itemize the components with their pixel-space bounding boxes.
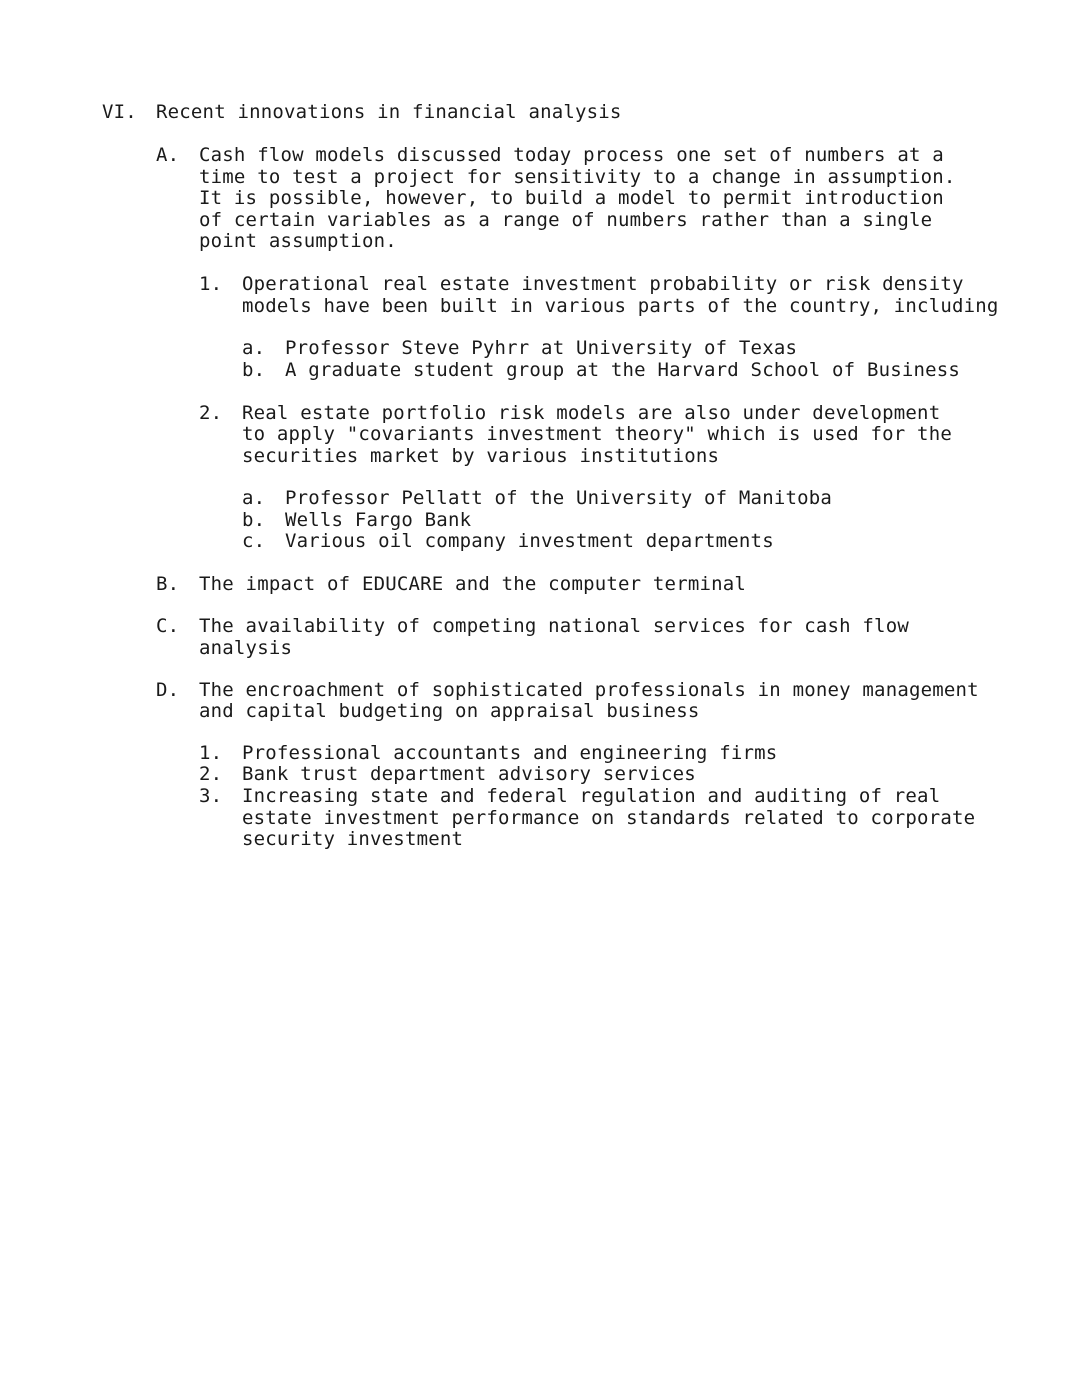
item-a1b-text: A graduate student group at the Harvard School of Business bbox=[285, 359, 961, 381]
section-title: Recent innovations in financial analysis bbox=[156, 101, 622, 123]
item-a2-line: Real estate portfolio risk models are also under development bbox=[242, 402, 941, 424]
item-d-line: and capital budgeting on appraisal business bbox=[199, 700, 700, 722]
item-a2b-label: b. bbox=[242, 509, 266, 531]
item-a1-label: 1. bbox=[199, 273, 223, 295]
item-a1b-label: b. bbox=[242, 359, 266, 381]
item-a2b-text: Wells Fargo Bank bbox=[285, 509, 472, 531]
item-d2-line: Bank trust department advisory services bbox=[242, 763, 696, 785]
item-d-label: D. bbox=[156, 679, 180, 701]
item-d3-line: estate investment performance on standards related to corporate bbox=[242, 807, 976, 829]
item-b-line: The impact of EDUCARE and the computer terminal bbox=[199, 573, 747, 595]
item-a-line: point assumption. bbox=[199, 230, 397, 252]
item-d-line: The encroachment of sophisticated professionals in money management bbox=[199, 679, 979, 701]
item-b-label: B. bbox=[156, 573, 180, 595]
item-a1-line: Operational real estate investment probability or risk density bbox=[242, 273, 964, 295]
item-a2a-text: Professor Pellatt of the University of Manitoba bbox=[285, 487, 833, 509]
item-a1a-label: a. bbox=[242, 337, 266, 359]
item-a1-line: models have been built in various parts of the country, including bbox=[242, 295, 999, 317]
item-a2a-label: a. bbox=[242, 487, 266, 509]
item-d3-label: 3. bbox=[199, 785, 223, 807]
item-a1a-text: Professor Steve Pyhrr at University of Texas bbox=[285, 337, 798, 359]
section-numeral: VI. bbox=[102, 101, 137, 123]
item-c-line: analysis bbox=[199, 637, 293, 659]
item-a-line: of certain variables as a range of numbers rather than a single bbox=[199, 209, 933, 231]
item-c-line: The availability of competing national services for cash flow bbox=[199, 615, 909, 637]
item-c-label: C. bbox=[156, 615, 180, 637]
item-d1-label: 1. bbox=[199, 742, 223, 764]
item-a2-line: to apply "covariants investment theory" which is used for the bbox=[242, 423, 952, 445]
item-a-line: time to test a project for sensitivity to a change in assumption. bbox=[199, 166, 956, 188]
item-a-label: A. bbox=[156, 144, 180, 166]
item-a2-label: 2. bbox=[199, 402, 223, 424]
item-d3-line: security investment bbox=[242, 828, 464, 850]
item-a-line: It is possible, however, to build a model to permit introduction bbox=[199, 187, 944, 209]
item-d2-label: 2. bbox=[199, 763, 223, 785]
item-a2c-text: Various oil company investment departments bbox=[285, 530, 774, 552]
item-a2-line: securities market by various institutions bbox=[242, 445, 720, 467]
item-a-line: Cash flow models discussed today process one set of numbers at a bbox=[199, 144, 944, 166]
item-a2c-label: c. bbox=[242, 530, 266, 552]
item-d3-line: Increasing state and federal regulation and auditing of real bbox=[242, 785, 941, 807]
item-d1-line: Professional accountants and engineering firms bbox=[242, 742, 778, 764]
